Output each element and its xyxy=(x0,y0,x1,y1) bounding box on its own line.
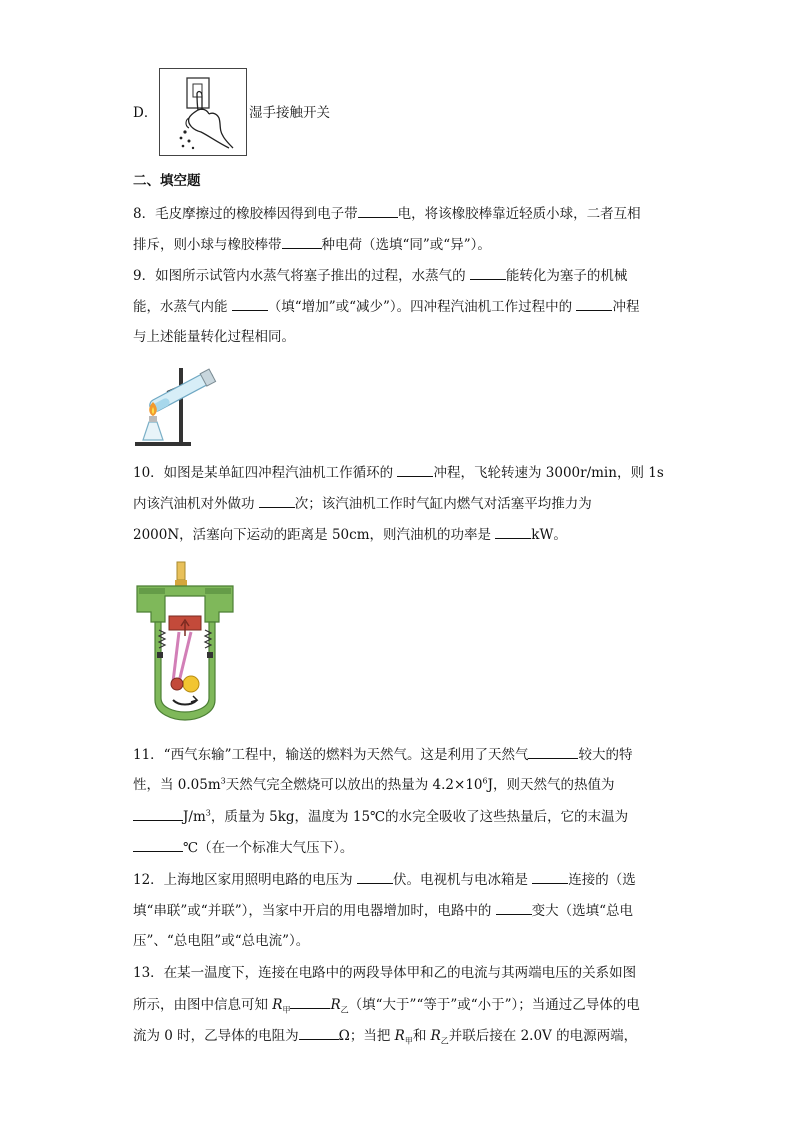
answer-blank[interactable] xyxy=(495,524,531,539)
q13-line-3: 流为 0 时，乙导体的电阻为 Ω；当把 $R_甲$和 $R_乙$并联后接在 2.0V 的电源两端， xyxy=(133,1025,637,1046)
answer-blank[interactable] xyxy=(282,234,322,249)
q9-line-3: 与上述能量转化过程相同。 xyxy=(133,329,295,345)
four-stroke-engine-icon xyxy=(133,560,237,722)
answer-blank[interactable] xyxy=(397,462,433,477)
q9-line-1: 9．如图所示试管内水蒸气将塞子推出的过程，水蒸气的 能转化为塞子的机械 xyxy=(133,265,627,286)
answer-blank[interactable] xyxy=(528,744,578,759)
q9-line-2: 能，水蒸气内能 （填“增加”或“减少”）。四冲程汽油机工作过程中的 冲程 xyxy=(133,296,639,317)
answer-blank[interactable] xyxy=(232,296,268,311)
q11-line-4: ℃（在一个标准大气压下）。 xyxy=(133,837,353,858)
section-title: 二、填空题 xyxy=(133,173,201,189)
hand-touching-switch-icon xyxy=(159,68,247,156)
q12-line-3: 压”、“总电阻”或“总电流”）。 xyxy=(133,933,310,949)
q10-line-3: 2000N，活塞向下运动的距离是 50cm，则汽油机的功率是 kW。 xyxy=(133,524,567,545)
wet-hand-switch-image xyxy=(159,68,247,156)
q10-line-2: 内该汽油机对外做功 次；该汽油机工作时气缸内燃气对活塞平均推力为 xyxy=(133,493,592,514)
option-d-caption: 湿手接触开关 xyxy=(249,105,330,121)
test-tube-steam-figure xyxy=(127,362,219,448)
q11-line-1: 11．“西气东输”工程中，输送的燃料为天然气。这是利用了天然气 较大的特 xyxy=(133,744,632,765)
test-tube-on-stand-icon xyxy=(127,362,219,448)
q10-line-1: 10．如图是某单缸四冲程汽油机工作循环的 冲程，飞轮转速为 3000r/min，则 1s xyxy=(133,462,664,483)
answer-blank[interactable] xyxy=(532,869,568,884)
q11-line-3: $J/m^3$，质量为 5kg，温度为 15℃的水完全吸收了这些热量后，它的末温为 xyxy=(133,806,628,827)
q13-line-2: 所示，由图中信息可知 $R_甲$ $R_乙$（填“大于”“等于”或“小于”）；当通过乙导体的电 xyxy=(133,994,640,1015)
engine-cylinder-figure xyxy=(133,560,237,722)
answer-blank[interactable] xyxy=(496,900,532,915)
answer-blank[interactable] xyxy=(358,203,398,218)
option-letter: D． xyxy=(133,105,158,121)
q13-line-1: 13．在某一温度下，连接在电路中的两段导体甲和乙的电流与其两端电压的关系如图 xyxy=(133,965,637,981)
answer-blank[interactable] xyxy=(133,837,183,852)
answer-blank[interactable] xyxy=(133,806,183,821)
answer-blank[interactable] xyxy=(576,296,612,311)
answer-blank[interactable] xyxy=(290,994,330,1009)
option-d-label xyxy=(133,103,157,123)
q8-line-1: 8．毛皮摩擦过的橡胶棒因得到电子带 电，将该橡胶棒靠近轻质小球，二者互相 xyxy=(133,203,641,224)
answer-blank[interactable] xyxy=(299,1025,339,1040)
answer-blank[interactable] xyxy=(259,493,295,508)
q12-line-2: 填“串联”或“并联”），当家中开启的用电器增加时，电路中的 变大（选填“总电 xyxy=(133,900,633,921)
answer-blank[interactable] xyxy=(357,869,393,884)
q8-line-2: 排斥，则小球与橡胶棒带 种电荷（选填“同”或“异”）。 xyxy=(133,234,491,255)
answer-blank[interactable] xyxy=(470,265,506,280)
q11-line-2: 性，当 $0.05m^3$天然气完全燃烧可以放出的热量为 $4.2\times 10^6J$，则天然气的热值为 xyxy=(133,776,615,793)
q12-line-1: 12．上海地区家用照明电路的电压为 伏。电视机与电冰箱是 连接的（选 xyxy=(133,869,636,890)
